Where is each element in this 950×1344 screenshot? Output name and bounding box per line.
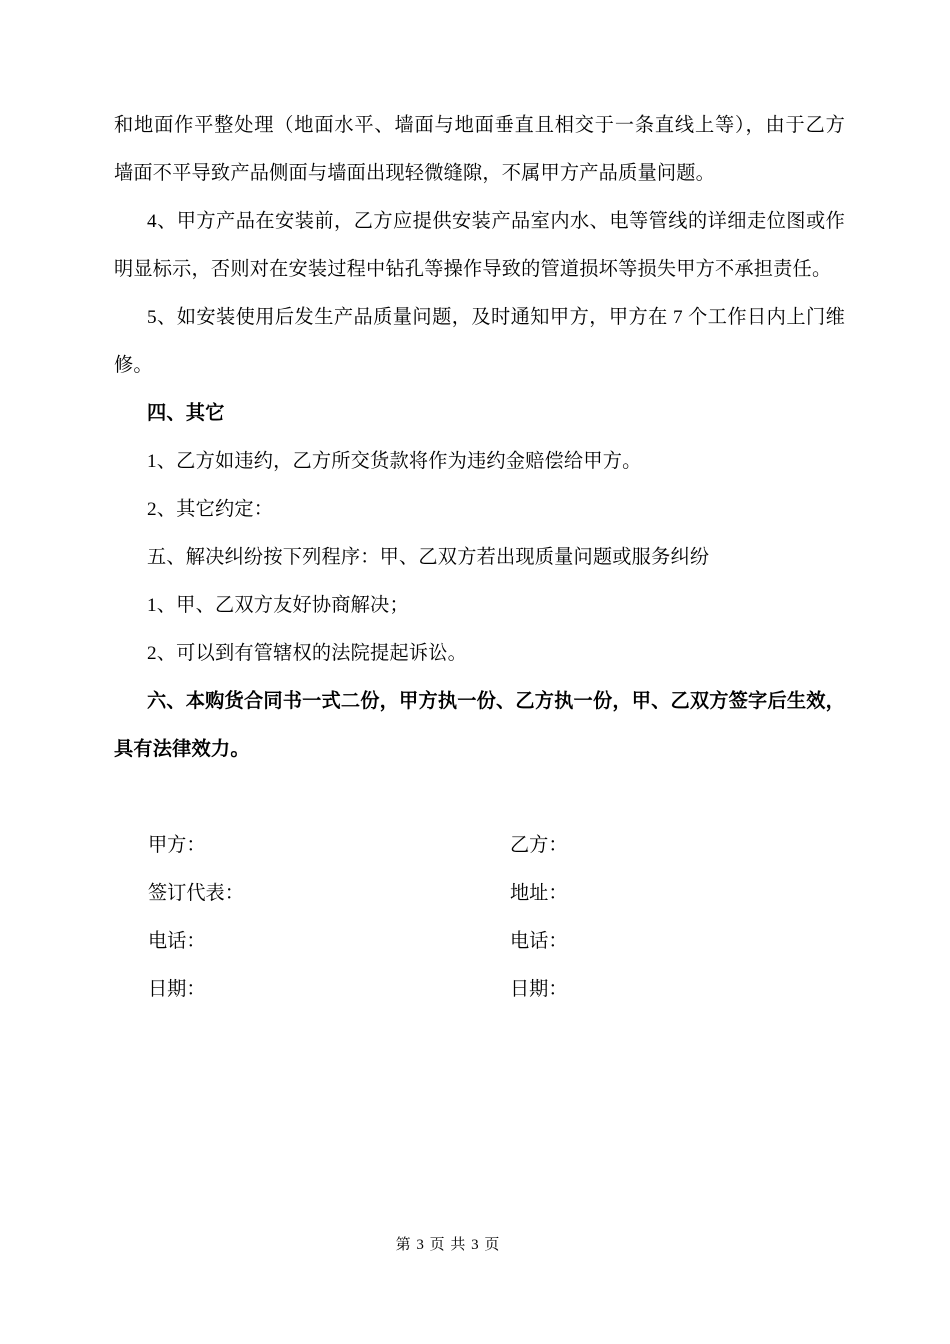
signature-block: [114, 822, 845, 1014]
blank-line: [114, 774, 845, 822]
signature-label-left: 甲方：: [148, 835, 206, 856]
signature-label-right: 日期：: [510, 979, 568, 1000]
signature-row: [114, 822, 845, 870]
signature-label-right: 电话：: [510, 931, 568, 952]
signature-label-left: 日期：: [148, 979, 206, 1000]
signature-row: [114, 918, 845, 966]
document-line: 五、解决纠纷按下列程序：甲、乙双方若出现质量问题或服务纠纷: [147, 547, 710, 568]
signature-label-left: 电话：: [148, 931, 206, 952]
document-line: 修。: [114, 355, 153, 376]
signature-label-right: 地址：: [510, 883, 568, 904]
signature-row: [114, 966, 845, 1014]
document-line: 具有法律效力。: [114, 739, 250, 760]
document-line: 2、其它约定：: [147, 499, 274, 520]
document-line: 4、甲方产品在安装前，乙方应提供安装产品室内水、电等管线的详细走位图或作: [147, 211, 845, 232]
page-number: 第 3 页 共 3 页: [395, 1237, 501, 1253]
document-line: 六、本购货合同书一式二份，甲方执一份、乙方执一份，甲、乙双方签字后生效，: [147, 691, 845, 712]
document-line: 明显标示，否则对在安装过程中钻孔等操作导致的管道损坏等损失甲方不承担责任。: [114, 259, 832, 280]
document-line: 四、其它: [147, 403, 225, 424]
signature-label-left: 签订代表：: [148, 883, 244, 904]
signature-row: [114, 870, 845, 918]
document-body: [114, 102, 845, 774]
document-line: 2、可以到有管辖权的法院提起诉讼。: [147, 643, 467, 664]
document-line: 墙面不平导致产品侧面与墙面出现轻微缝隙，不属甲方产品质量问题。: [114, 163, 716, 184]
document-line: 和地面作平整处理（地面水平、墙面与地面垂直且相交于一条直线上等），由于乙方: [114, 115, 845, 136]
document-line: 5、如安装使用后发生产品质量问题，及时通知甲方，甲方在 7 个工作日内上门维: [147, 307, 845, 328]
signature-label-right: 乙方：: [510, 835, 568, 856]
document-line: 1、乙方如违约，乙方所交货款将作为违约金赔偿给甲方。: [147, 451, 642, 472]
document-line: 1、甲、乙双方友好协商解决；: [147, 595, 409, 616]
